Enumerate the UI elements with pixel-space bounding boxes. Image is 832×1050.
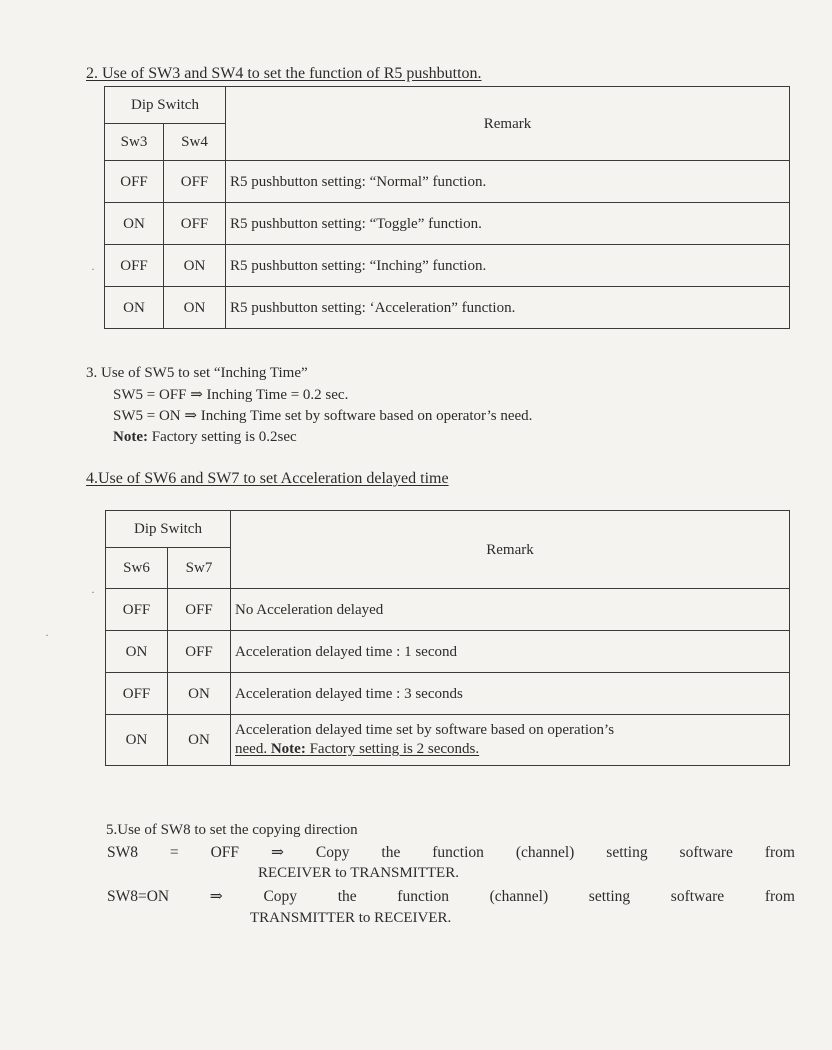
sw7-value: OFF — [168, 631, 231, 673]
table-row — [106, 631, 790, 673]
word: Copy — [263, 888, 298, 905]
sw4-value: ON — [164, 245, 226, 287]
table-row — [105, 245, 790, 287]
margin-mark: · — [91, 585, 95, 599]
word: (channel) — [515, 844, 575, 861]
word: from — [764, 844, 795, 861]
table-row — [105, 203, 790, 245]
sw8-on-line — [107, 887, 795, 907]
word: (channel) — [489, 888, 549, 905]
word: Copy — [315, 844, 350, 861]
word: software — [679, 844, 733, 861]
margin-mark: · — [91, 262, 95, 276]
word: software — [670, 888, 725, 905]
remark-line-2-suffix: Factory setting is 2 seconds. — [305, 741, 480, 757]
sw6-value: OFF — [106, 673, 168, 715]
table-row — [106, 589, 790, 631]
word: = — [169, 844, 179, 861]
table-row — [105, 287, 790, 329]
sw3-value: OFF — [105, 245, 164, 287]
section-2-heading: 2. Use of SW3 and SW4 to set the function of R5 pushbutton. — [86, 65, 482, 82]
word: function — [432, 844, 484, 861]
remark-cell: R5 pushbutton setting: “Toggle” function. — [226, 203, 790, 245]
section-3-heading: 3. Use of SW5 to set “Inching Time” — [86, 365, 308, 381]
sw7-value: ON — [168, 673, 231, 715]
remark-line-2 — [235, 740, 789, 759]
sw6-value: OFF — [106, 589, 168, 631]
sw5-on-line: SW5 = ON ⇒ Inching Time set by software based on operator’s need. — [113, 408, 533, 424]
remark-cell: R5 pushbutton setting: ‘Acceleration” function. — [226, 287, 790, 329]
sw6-sw7-table — [105, 510, 790, 766]
remark-cell: Acceleration delayed time : 3 seconds — [231, 673, 790, 715]
note-label: Note: — [270, 741, 306, 757]
word: from — [764, 888, 795, 905]
arrow-icon: ⇒ — [209, 888, 223, 905]
table-header-row — [106, 511, 790, 548]
dip-switch-header: Dip Switch — [105, 87, 226, 124]
dip-switch-header: Dip Switch — [106, 511, 231, 548]
arrow-icon: ⇒ — [270, 844, 284, 861]
remark-cell — [231, 715, 790, 766]
remark-cell: R5 pushbutton setting: “Inching” function. — [226, 245, 790, 287]
sw6-header: Sw6 — [106, 548, 168, 589]
sw7-value: OFF — [168, 589, 231, 631]
section-4-heading: 4.Use of SW6 and SW7 to set Acceleration delayed time — [86, 470, 449, 487]
word: function — [397, 888, 449, 905]
table-row — [105, 161, 790, 203]
remark-line-2-prefix: need. — [235, 741, 271, 757]
sw6-value: ON — [106, 715, 168, 766]
sw3-value: OFF — [105, 161, 164, 203]
sw3-value: ON — [105, 203, 164, 245]
sw4-header: Sw4 — [164, 124, 226, 161]
remark-header: Remark — [231, 511, 790, 589]
word: the — [337, 888, 357, 905]
word: setting — [606, 844, 648, 861]
section-5-heading: 5.Use of SW8 to set the copying direction — [106, 822, 358, 838]
remark-header: Remark — [226, 87, 790, 161]
table-row — [106, 673, 790, 715]
sw3-value: ON — [105, 287, 164, 329]
sw8-off-continuation: RECEIVER to TRANSMITTER. — [258, 865, 459, 881]
sw3-header: Sw3 — [105, 124, 164, 161]
word: OFF — [210, 844, 240, 861]
remark-cell: No Acceleration delayed — [231, 589, 790, 631]
sw5-off-line: SW5 = OFF ⇒ Inching Time = 0.2 sec. — [113, 387, 349, 403]
remark-cell: R5 pushbutton setting: “Normal” function. — [226, 161, 790, 203]
note-text: Factory setting is 0.2sec — [147, 429, 297, 445]
sw4-value: OFF — [164, 161, 226, 203]
note-label: Note: — [113, 429, 148, 445]
sw4-value: OFF — [164, 203, 226, 245]
remark-cell: Acceleration delayed time : 1 second — [231, 631, 790, 673]
sw3-sw4-table — [104, 86, 790, 329]
sw7-value: ON — [168, 715, 231, 766]
sw8-on-continuation: TRANSMITTER to RECEIVER. — [250, 910, 452, 926]
word: SW8=ON — [107, 888, 170, 905]
sw4-value: ON — [164, 287, 226, 329]
sw6-value: ON — [106, 631, 168, 673]
remark-line-1: Acceleration delayed time set by software based on operation’s — [235, 722, 615, 738]
table-header-row — [105, 87, 790, 124]
word: the — [381, 844, 401, 861]
word: SW8 — [107, 844, 138, 861]
sw8-off-line — [107, 843, 795, 863]
word: setting — [588, 888, 631, 905]
table-row — [106, 715, 790, 766]
margin-mark: · — [45, 628, 49, 642]
sw7-header: Sw7 — [168, 548, 231, 589]
sw5-note — [113, 427, 297, 447]
